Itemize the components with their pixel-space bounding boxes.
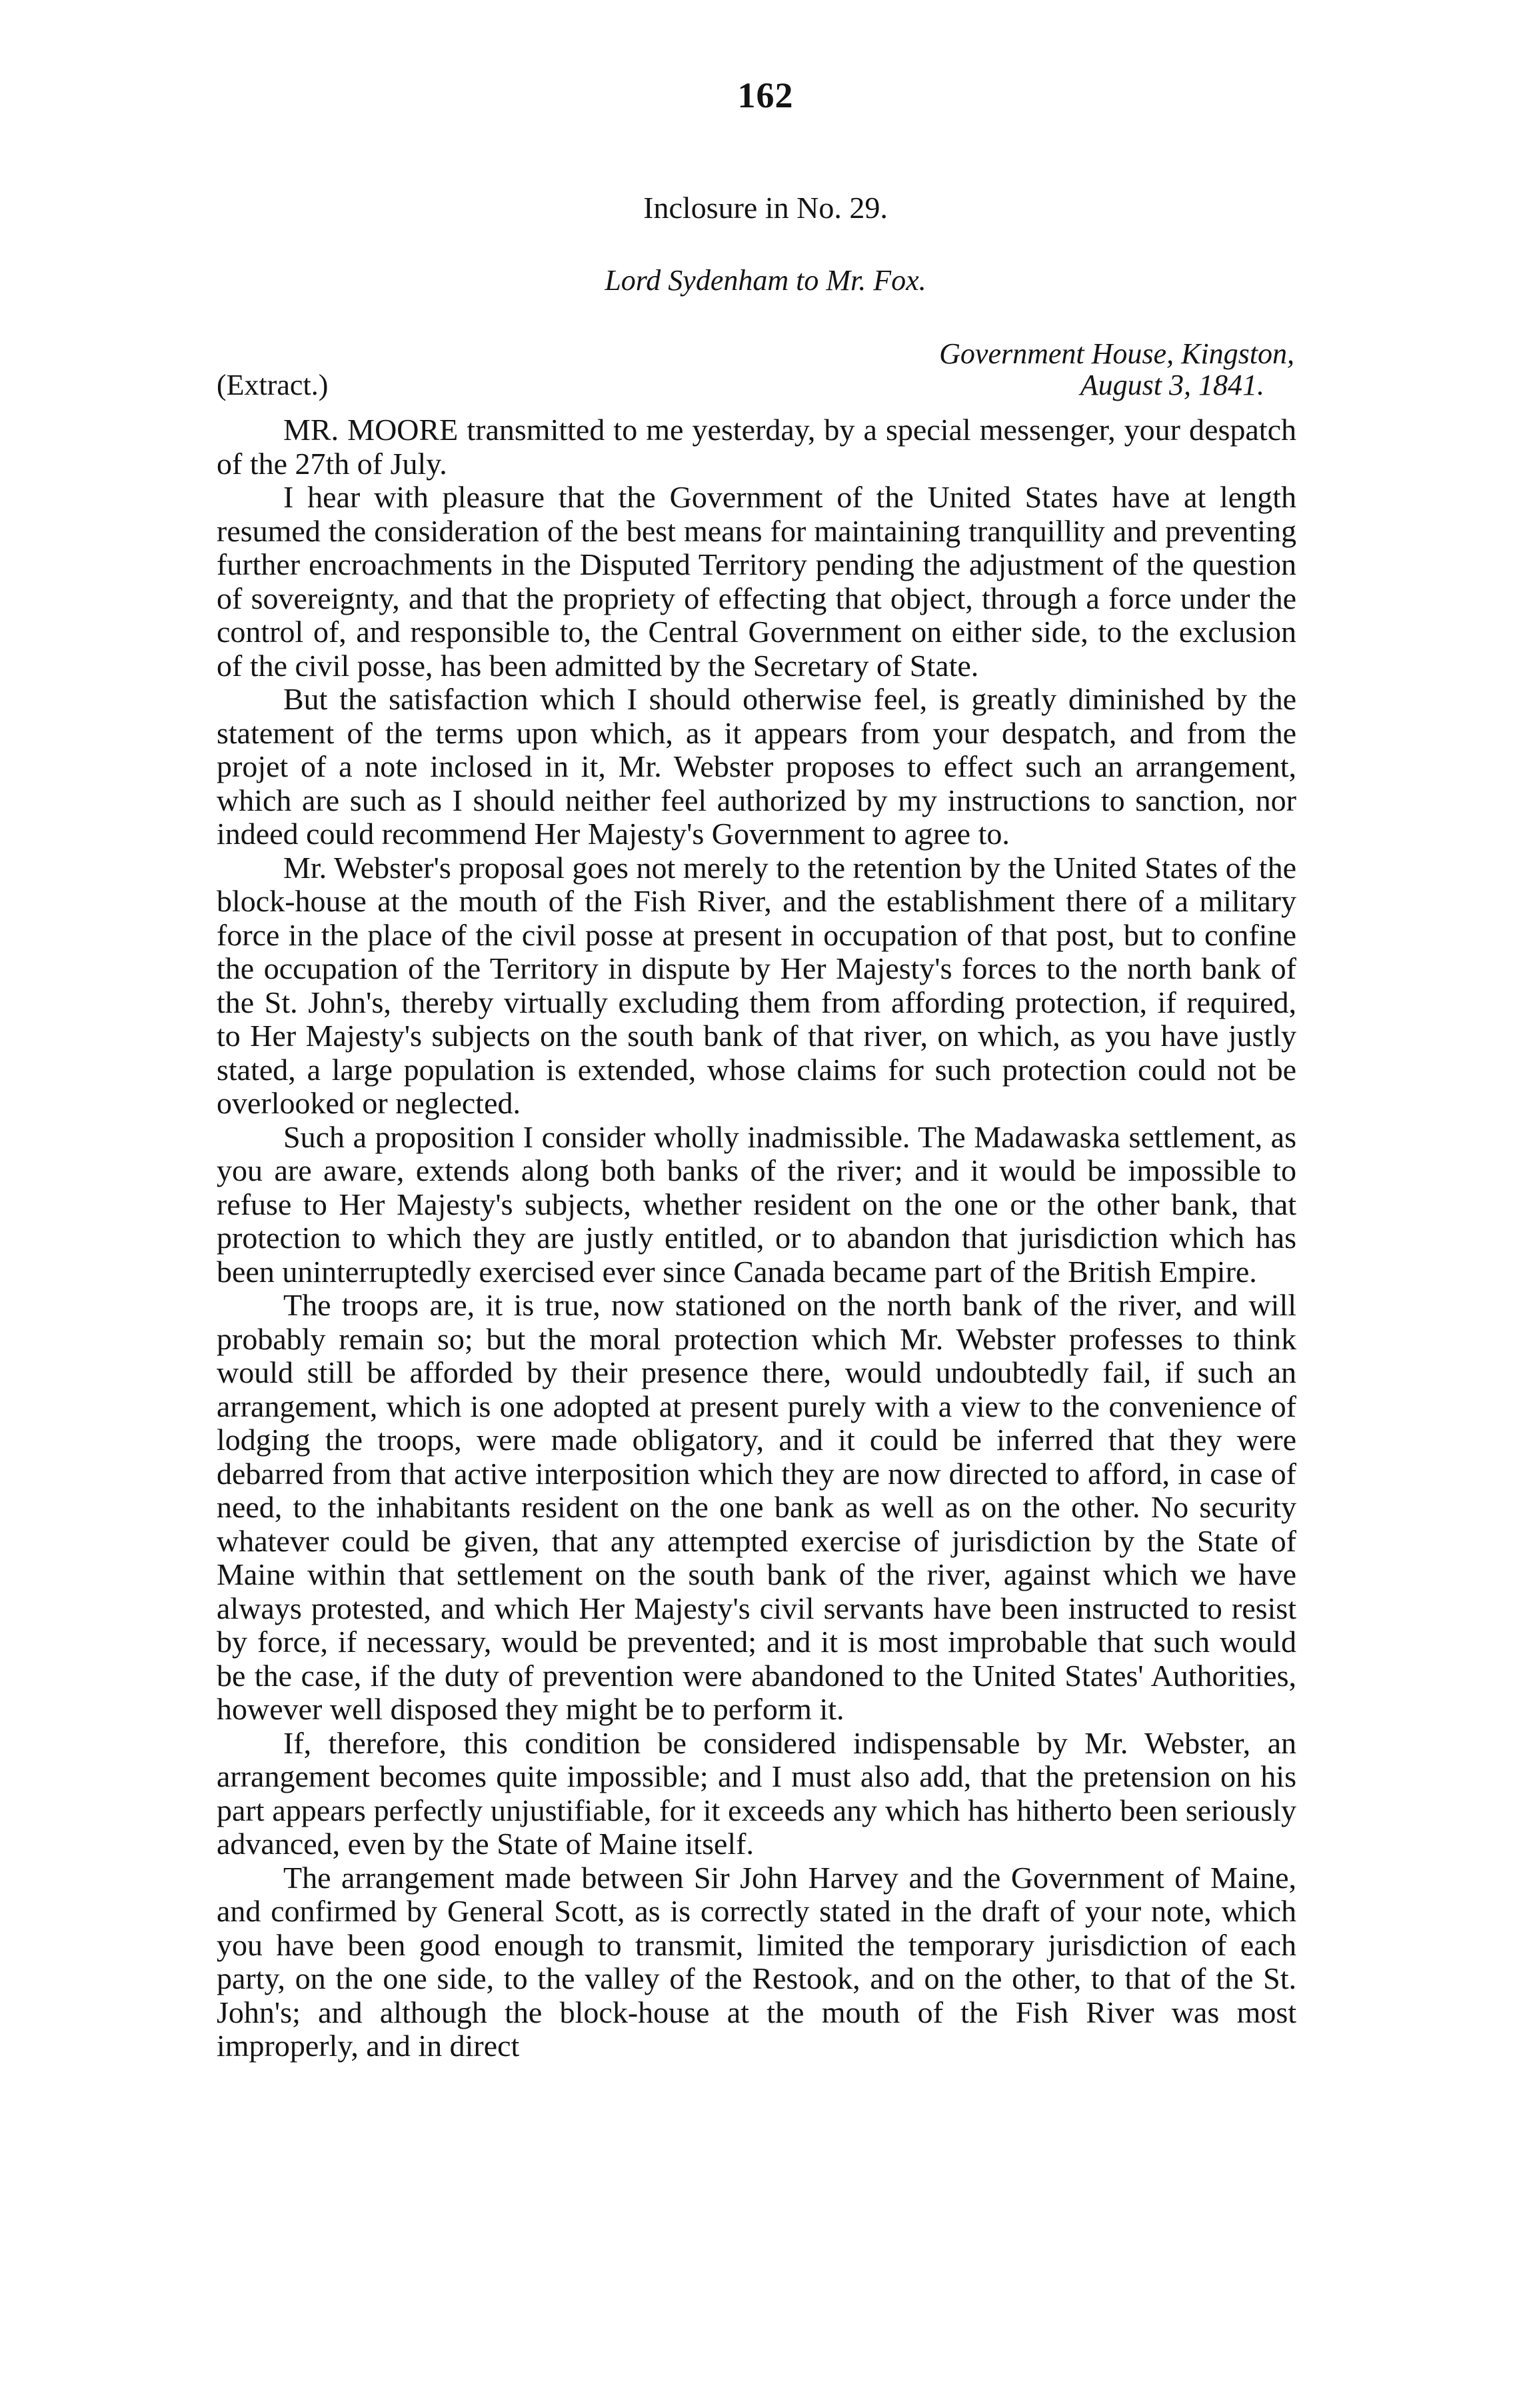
extract-label: (Extract.) bbox=[217, 369, 329, 401]
letter-body bbox=[217, 413, 1296, 2063]
paragraph-tranquillity: I hear with pleasure that the Government of the United States have at length resumed the consideration of the best means for maintaining tranquillity and preventing further encroachments in the Disputed Territory pending the adjustment of the question of sovereignty, and that the propriety of effecting that object, through a force under the control of, and responsible to, the Central Government on either side, to the exclusion of the civil posse, has been admitted by the Secretary of State. bbox=[217, 480, 1296, 683]
opening-paragraph bbox=[217, 413, 1296, 481]
letter-title: Lord Sydenham to Mr. Fox. bbox=[605, 264, 926, 297]
paragraph-inadmissible: Such a proposition I consider wholly inadmissible. The Madawaska settlement, as you are aware, extends along both banks of the river; and it would be impossible to refuse to Her Majesty's subjects, whether resident on the one or the other bank, that protection to which they are justly entitled, or to abandon that jurisdiction which has been uninterruptedly exercised ever since Canada became part of the British Empire. bbox=[217, 1119, 1296, 1289]
page-number: 162 bbox=[737, 75, 794, 115]
letter-date: August 3, 1841. bbox=[1080, 369, 1264, 401]
paragraph-webster-proposal: Mr. Webster's proposal goes not merely to the retention by the United States of the block-house at the mouth of the Fish River, and the establishment there of a military force in the place of the civil posse at present in occupation of that post, but to confine the occupation of the Territory in dispute by Her Majesty's forces to the north bank of the St. John's, thereby virtually excluding them from affording protection, if required, to Her Majesty's subjects on the south bank of that river, on which, as you have justly stated, a large population is extended, whose claims for such protection could not be overlooked or neglected. bbox=[217, 850, 1296, 1120]
opening-text: transmitted to me yesterday, by a special messenger, your despatch of the 27th of July. bbox=[217, 413, 1296, 481]
letter-place: Government House, Kingston, bbox=[939, 337, 1294, 370]
inclosure-heading: Inclosure in No. 29. bbox=[643, 191, 888, 225]
paragraph-troops: The troops are, it is true, now stationed on the north bank of the river, and will probably remain so; but the moral protection which Mr. Webster professes to think would still be afforded by their presence there, would undoubtedly fail, if such an arrangement, which is one adopted at present purely with a view to the convenience of lodging the troops, were made obligatory, and it could be inferred that they were debarred from that active interposition which they are now directed to afford, in case of need, to the inhabitants resident on the one bank as well as on the other. No security whatever could be given, that any attempted exercise of jurisdiction by the State of Maine within that settlement on the south bank of the river, against which we have always protested, and which Her Majesty's civil servants have been instructed to resist by force, if necessary, would be prevented; and it is most improbable that such would be the case, if the duty of prevention were abandoned to the United States' Authorities, however well disposed they might be to perform it. bbox=[217, 1288, 1296, 1726]
opening-name: MR. MOORE bbox=[283, 413, 459, 447]
paragraph-satisfaction: But the satisfaction which I should otherwise feel, is greatly diminished by the statement of the terms upon which, as it appears from your despatch, and from the projet of a note inclosed in it, Mr. Webster proposes to effect such an arrangement, which are such as I should neither feel authorized by my instructions to sanction, nor indeed could recommend Her Majesty's Government to agree to. bbox=[217, 682, 1296, 851]
paragraph-condition: If, therefore, this condition be considered indispensable by Mr. Webster, an arrangement becomes quite impossible; and I must also add, that the pretension on his part appears perfectly unjustifiable, for it exceeds any which has hitherto been seriously advanced, even by the State of Maine itself. bbox=[217, 1725, 1296, 1861]
paragraph-arrangement: The arrangement made between Sir John Harvey and the Government of Maine, and confirmed by General Scott, as is correctly stated in the draft of your note, which you have been good enough to transmit, limited the temporary jurisdiction of each party, on the one side, to the valley of the Restook, and on the other, to that of the St. John's; and although the block-house at the mouth of the Fish River was most improperly, and in direct bbox=[217, 1860, 1296, 2063]
